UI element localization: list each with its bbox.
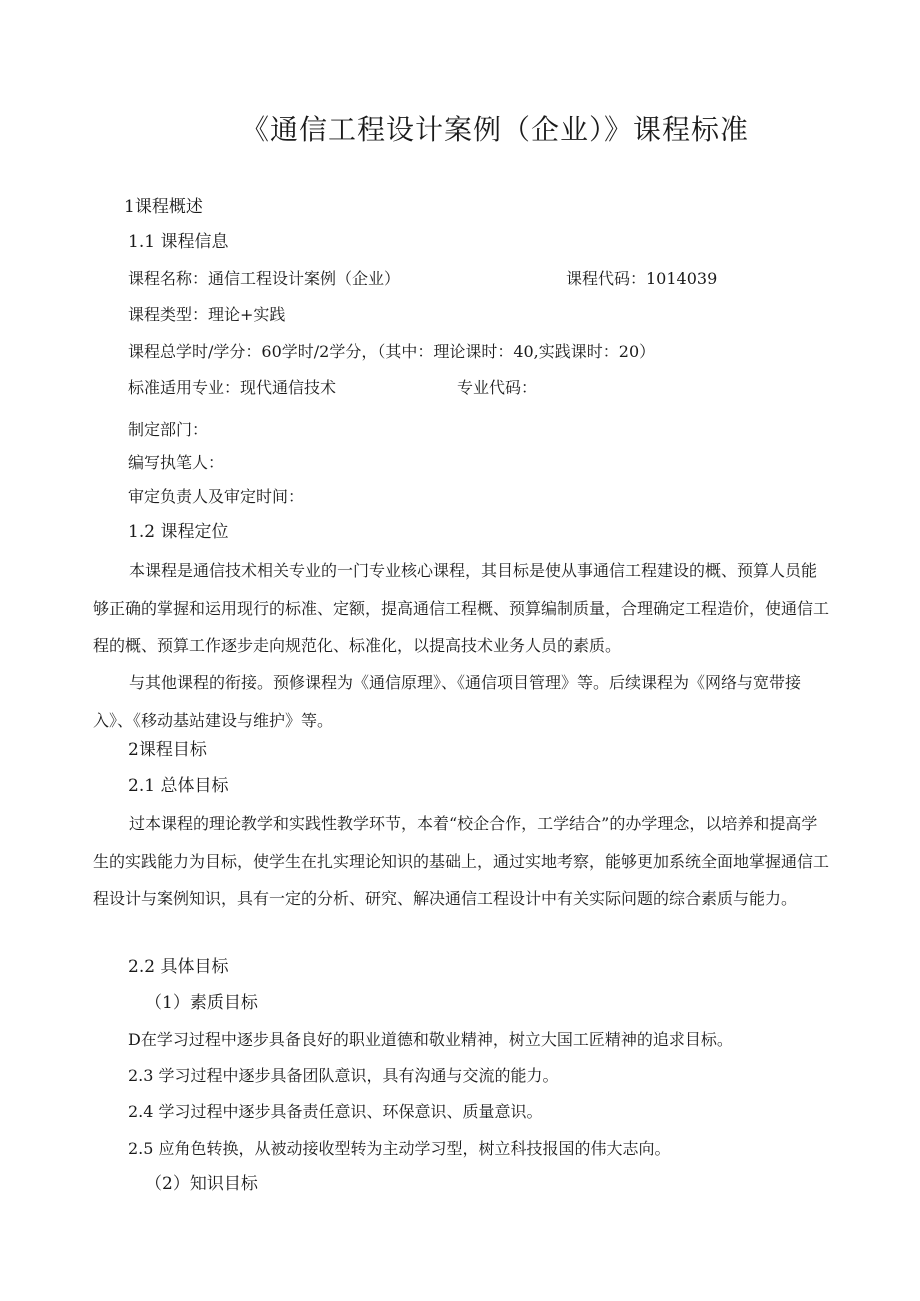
section-2-1-heading: 2.1 总体目标 (128, 776, 229, 796)
section-1-heading: 1课程概述 (124, 197, 203, 217)
knowledge-goals-heading: （2）知识目标 (145, 1174, 258, 1194)
major-code: 专业代码： (457, 378, 538, 397)
section-1-2-heading: 1.2 课程定位 (128, 522, 229, 542)
quality-item: 2.4 学习过程中逐步具备责任意识、环保意识、质量意识。 (128, 1102, 543, 1121)
author: 编写执笔人： (128, 453, 225, 472)
overall-goal-paragraph: 过本课程的理论教学和实践性教学环节，本着“校企合作，工学结合”的办学理念，以培养和提高学生的实践能力为目标，使学生在扎实理论知识的基础上，通过实地考察，能够更加系统全面地掌握通信工程设计与案例知识，具有一定的分析、研究、解决通信工程设计中有关实际问题的综合素质与能力。 (93, 814, 830, 908)
document-title: 《通信工程设计案例（企业）》课程标准 (240, 113, 749, 146)
quality-goals-heading: （1）素质目标 (145, 993, 258, 1013)
section-2-heading: 2课程目标 (128, 740, 207, 760)
course-hours: 课程总学时/学分：60学时/2学分，（其中：理论课时：40,实践课时：20） (128, 342, 656, 361)
quality-item: D在学习过程中逐步具备良好的职业道德和敬业精神，树立大国工匠精神的追求目标。 (128, 1030, 733, 1049)
applicable-major: 标准适用专业：现代通信技术 (128, 378, 337, 397)
positioning-paragraph: 本课程是通信技术相关专业的一门专业核心课程，其目标是使从事通信工程建设的概、预算人员能够正确的掌握和运用现行的标准、定额，提高通信工程概、预算编制质量，合理确定工程造价，使通信工程的概、预算工作逐步走向规范化、标准化，以提高技术业务人员的素质。 (93, 561, 830, 655)
reviewer: 审定负责人及审定时间： (128, 487, 305, 506)
quality-item: 2.5 应角色转换，从被动接收型转为主动学习型，树立科技报国的伟大志向。 (128, 1139, 671, 1158)
course-name: 课程名称：通信工程设计案例（企业） (128, 269, 401, 288)
section-2-2-heading: 2.2 具体目标 (128, 957, 229, 977)
department: 制定部门： (128, 420, 209, 439)
course-type: 课程类型：理论+实践 (128, 305, 286, 324)
section-1-1-heading: 1.1 课程信息 (128, 232, 229, 252)
course-code: 课程代码：1014039 (566, 269, 718, 288)
quality-item: 2.3 学习过程中逐步具备团队意识，具有沟通与交流的能力。 (128, 1066, 559, 1085)
prerequisite-paragraph: 与其他课程的衔接。预修课程为《通信原理》、《通信项目管理》等。后续课程为《网络与宽带接入》、《移动基站建设与维护》等。 (93, 673, 802, 730)
